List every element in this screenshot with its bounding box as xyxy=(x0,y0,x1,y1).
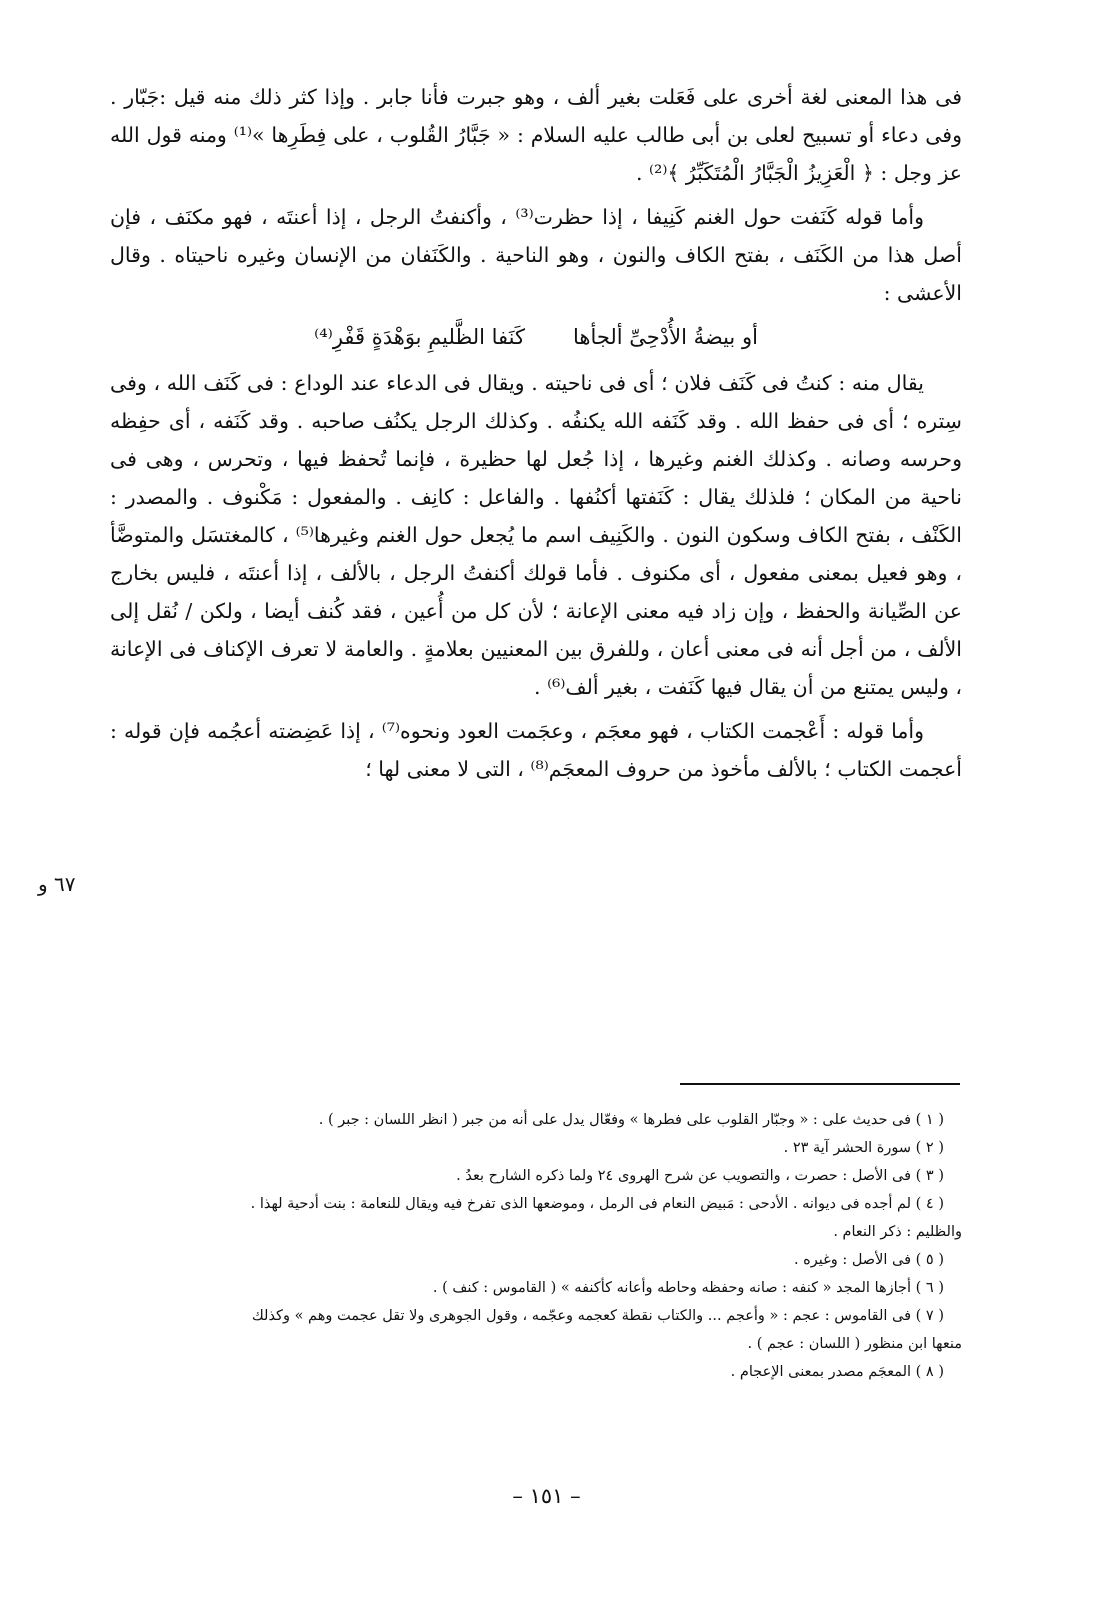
verse-second-hemistich: كَنَفا الظَّليمِ بوَهْدَةٍ قَفْرِ⁽⁴⁾ xyxy=(314,325,525,349)
main-text xyxy=(110,78,962,794)
footnote-4: ( ٤ ) لم أجده فى ديوانه . الأدحى : مَبيض النعام فى الرمل ، وموضعها الذى تفرخ فيه ويقال للنعامة : بنت أدحية لهذا . xyxy=(250,1196,944,1212)
footnote-7-continued: منعها ابن منظور ( اللسان : عجم ) . xyxy=(747,1336,962,1352)
paragraph-1: فى هذا المعنى لغة أخرى على فَعَلت بغير ألف ، وهو جبرت فأنا جابر . وإذا كثر ذلك منه قيل :جَبّار . وفى دعاء أو تسبيح لعلى بن أبى طالب عليه السلام : « جَبَّارُ القُلوب ، على فِطَرِها »⁽¹⁾ ومنه قول الله عز وجل : ﴿ الْعَزِيزُ الْجَبَّارُ الْمُتَكَبِّرُ ﴾⁽²⁾ . xyxy=(110,85,962,185)
footnote-3: ( ٣ ) فى الأصل : حصرت ، والتصويب عن شرح الهروى ٢٤ ولما ذكره الشارح بعدُ . xyxy=(456,1168,944,1184)
paragraph-2: وأما قوله كَنَفت حول الغنم كَنِيفا ، إذا حظرت⁽³⁾ ، وأكنفتُ الرجل ، إذا أعنتَه ، فهو مكنَف ، فإن أصل هذا من الكَنَف ، بفتح الكاف والنون ، وهو الناحية . والكَنَفان من الإنسان وغيره ناحيتاه . وقال الأعشى : xyxy=(110,205,962,305)
footnote-6: ( ٦ ) أجازها المجد « كنفه : صانه وحفظه وحاطه وأعانه كأكنفه » ( القاموس : كنف ) . xyxy=(432,1280,944,1296)
folio-margin-note: ٦٧ و xyxy=(38,872,76,896)
footnote-7: ( ٧ ) فى القاموس : عجم : « وأعجم ... والكتاب نقطة كعجمه وعجّمه ، وقول الجوهرى ولا تقل عجمت وهم » وكذلك xyxy=(251,1308,944,1324)
footnotes xyxy=(110,1106,962,1386)
paragraph-4: وأما قوله : أَعْجمت الكتاب ، فهو معجَم ، وعجَمت العود ونحوه⁽⁷⁾ ، إذا عَضِضته أعجُمه فإن قوله : أعجمت الكتاب ؛ بالألف مأخوذ من حروف المعجَم⁽⁸⁾ ، التى لا معنى لها ؛ xyxy=(110,719,962,781)
paragraph-3: يقال منه : كنتُ فى كَنَف فلان ؛ أى فى ناحيته . ويقال فى الدعاء عند الوداع : فى كَنَف الله ، وفى سِتره ؛ أى فى حفظ الله . وقد كَنَفه الله يكنفُه . وكذلك الرجل يكنُف صاحبه . وقد كَنَفه ، أى حفِظه وحرسه وصانه . وكذلك الغنم وغيرها ، إذا جُعل لها حظيرة ، فإنما تُحفظ فيها ، وتحرس ، وهى فى ناحية من المكان ؛ فلذلك يقال : كَنَفتها أكنُفها . والفاعل : كانِف . والمفعول : مَكْنوف . والمصدر : الكَنْف ، بفتح الكاف وسكون النون . والكَنِيف اسم ما يُجعل حول الغنم وغيرها⁽⁵⁾ ، كالمغتسَل والمتوضَّأ ، وهو فعيل بمعنى مفعول ، أى مكنوف . فأما قولك أكنفتُ الرجل ، بالألف ، إذا أعنتَه ، فليس بخارج عن الصِّيانة والحفظ ، وإن زاد فيه معنى الإعانة ؛ لأن كل من أُعين ، فقد كُنف أيضا ، ولكن / نُقل إلى الألف ، من أجل أنه فى معنى أعان ، وللفرق بين المعنيين بعلامةٍ . والعامة لا تعرف الإكناف فى الإعانة ، وليس يمتنع من أن يقال فيها كَنَفت ، بغير ألف⁽⁶⁾ . xyxy=(110,371,962,699)
poetry-verse xyxy=(110,318,962,356)
page-number: – ١٥١ – xyxy=(512,1484,581,1508)
footnote-4-continued: والظليم : ذكر النعام . xyxy=(833,1224,962,1240)
footnote-2: ( ٢ ) سورة الحشر آية ٢٣ . xyxy=(783,1140,944,1156)
footnote-5: ( ٥ ) فى الأصل : وغيره . xyxy=(793,1252,944,1268)
verse-first-hemistich: أو بيضةُ الأُدْحِىِّ ألجأها xyxy=(572,325,758,349)
footnote-8: ( ٨ ) المعجَم مصدر بمعنى الإعجام . xyxy=(730,1364,944,1380)
footnote-1: ( ١ ) فى حديث على : « وجبّار القلوب على فطرها » وفعّال يدل على أنه من جبر ( انظر اللسان : جبر ) . xyxy=(318,1112,944,1128)
footnote-separator xyxy=(680,1083,960,1085)
